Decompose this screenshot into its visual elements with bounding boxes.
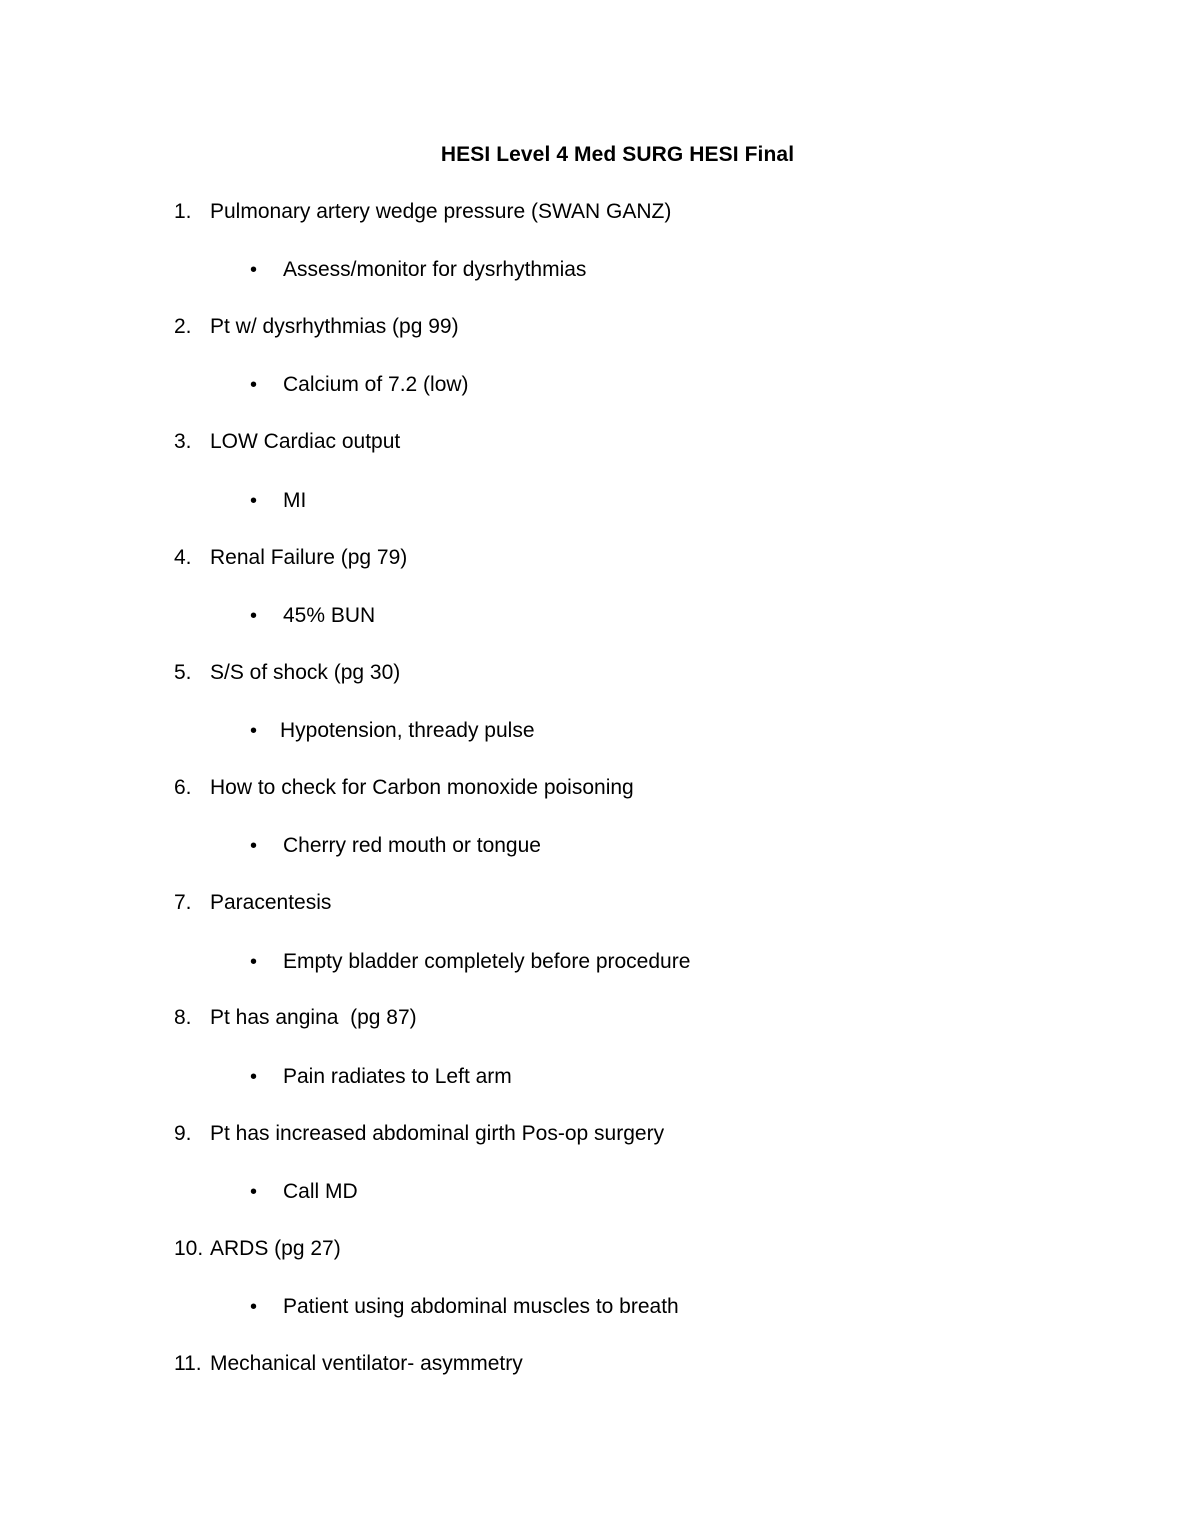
bullet-icon: • [250,374,258,396]
question-text: Pt w/ dysrhythmias (pg 99) [210,315,459,338]
answer-item [250,1177,358,1207]
question-text: Mechanical ventilator- asymmetry [210,1352,523,1375]
question-text: ARDS (pg 27) [210,1237,341,1260]
question-number: 9. [174,1122,192,1145]
answer-text: Assess/monitor for dysrhythmias [283,258,587,281]
bullet-icon: • [250,1181,258,1203]
question-text: How to check for Carbon monoxide poisoning [210,776,634,799]
question-number: 11. [174,1352,202,1375]
question-item [174,1119,664,1149]
answer-text: MI [283,489,307,512]
question-item [174,888,331,918]
answer-item [250,831,541,861]
answer-text: Pain radiates to Left arm [283,1065,512,1088]
answer-item [250,601,375,631]
question-item [174,1349,523,1379]
answer-text: Call MD [283,1180,358,1203]
bullet-icon: • [250,1296,258,1318]
answer-item [250,1062,512,1092]
question-item [174,773,634,803]
answer-text: Hypotension, thready pulse [280,719,535,742]
question-number: 6. [174,776,192,799]
bullet-icon: • [250,490,258,512]
bullet-icon: • [250,259,258,281]
question-number: 4. [174,546,192,569]
answer-item [250,716,535,746]
question-item [174,197,671,227]
answer-item [250,370,469,400]
question-number: 10. [174,1237,204,1260]
question-number: 5. [174,661,192,684]
bullet-icon: • [250,951,258,973]
answer-text: Empty bladder completely before procedure [283,950,691,973]
answer-item [250,486,306,516]
bullet-icon: • [250,605,258,627]
question-item [174,1234,341,1264]
document-title: HESI Level 4 Med SURG HESI Final [440,143,795,166]
question-item [174,312,459,342]
question-text: S/S of shock (pg 30) [210,661,401,684]
question-number: 2. [174,315,192,338]
answer-item [250,1292,679,1322]
question-number: 1. [174,200,192,223]
question-item [174,543,407,573]
answer-text: Calcium of 7.2 (low) [283,373,469,396]
question-item [174,1003,417,1033]
question-number: 7. [174,891,192,914]
question-item [174,658,400,688]
bullet-icon: • [250,720,258,742]
question-item [174,427,400,457]
question-text: Pt has angina (pg 87) [210,1006,417,1029]
answer-item [250,255,586,285]
answer-text: Patient using abdominal muscles to breath [283,1295,679,1318]
question-text: Pt has increased abdominal girth Pos-op surgery [210,1122,665,1145]
question-number: 8. [174,1006,192,1029]
question-text: LOW Cardiac output [210,430,401,453]
question-text: Paracentesis [210,891,332,914]
answer-text: 45% BUN [283,604,376,627]
answer-item [250,947,690,977]
question-text: Pulmonary artery wedge pressure (SWAN GANZ) [210,200,672,223]
answer-text: Cherry red mouth or tongue [283,834,541,857]
question-number: 3. [174,430,192,453]
question-text: Renal Failure (pg 79) [210,546,408,569]
bullet-icon: • [250,835,258,857]
bullet-icon: • [250,1066,258,1088]
